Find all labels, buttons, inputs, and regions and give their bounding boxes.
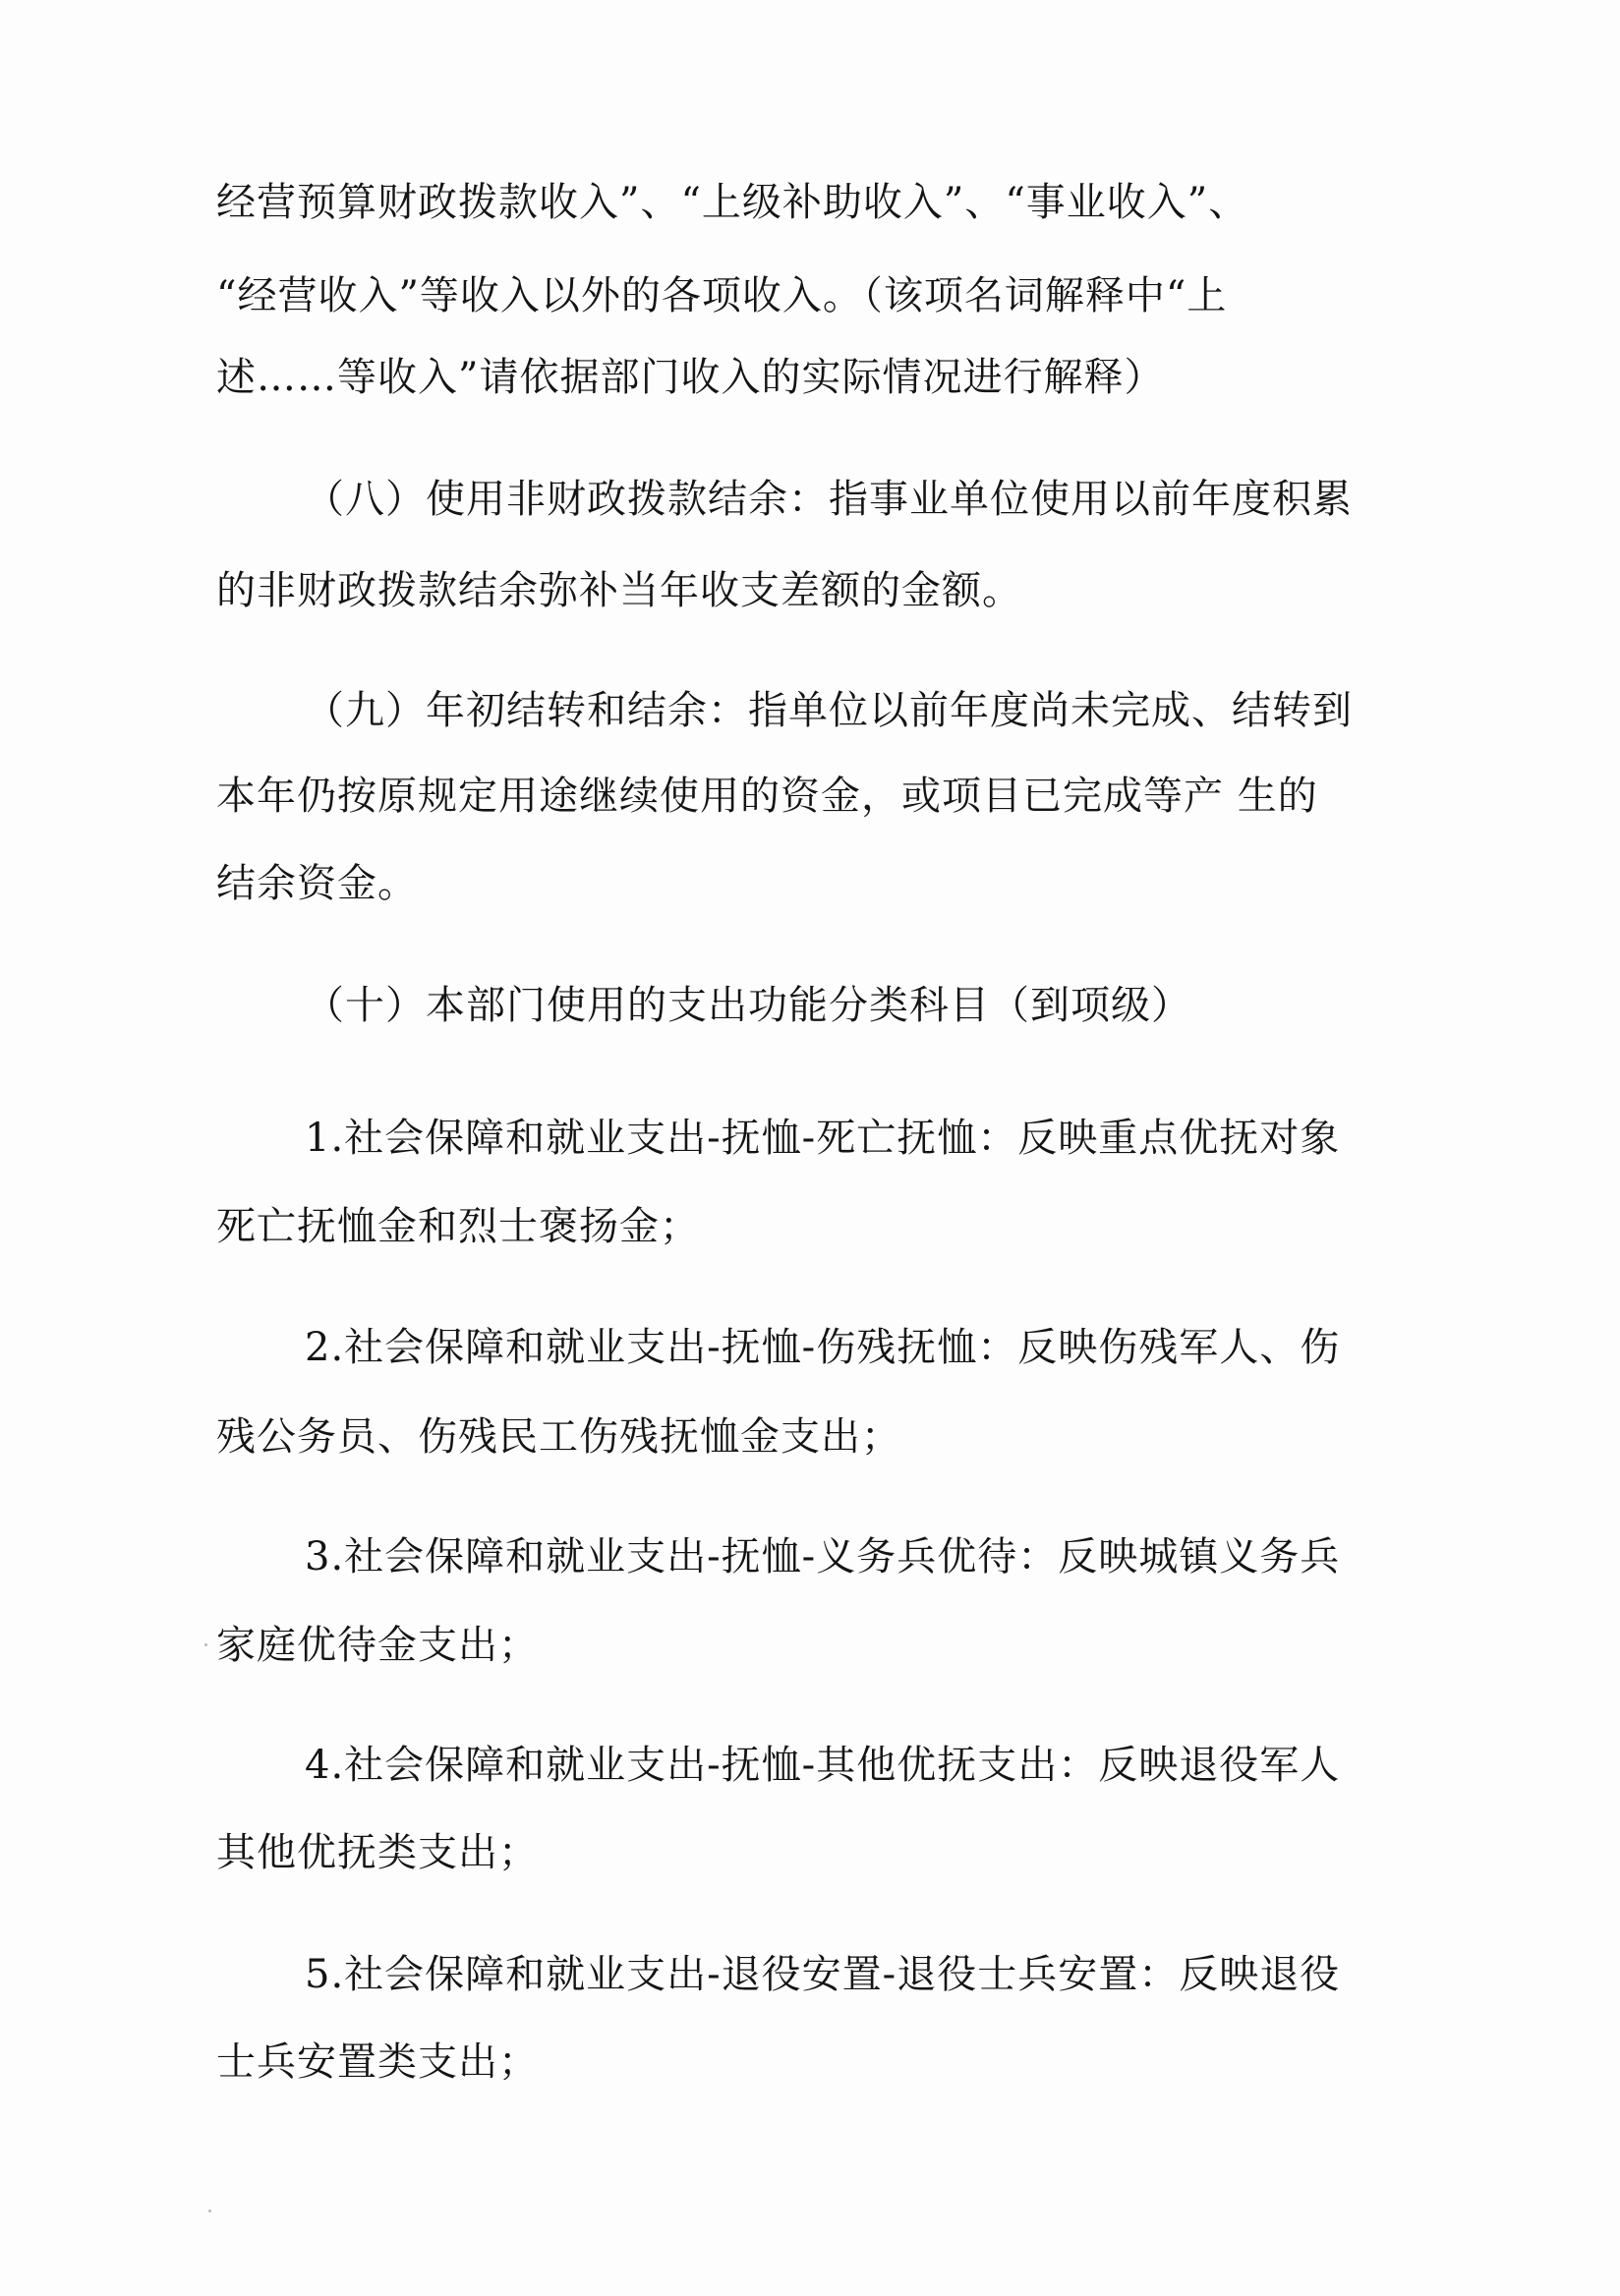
text-line: 家庭优待金支出； bbox=[216, 1623, 539, 1668]
list-item-5: 5.社会保障和就业支出-退役安置-退役士兵安置：反映退役 bbox=[305, 1952, 1341, 1997]
list-item-4: 4.社会保障和就业支出-抚恤-其他优抚支出：反映退役军人 bbox=[305, 1743, 1341, 1788]
text-line: 残公务员、伤残民工伤残抚恤金支出； bbox=[216, 1414, 901, 1460]
text-line: 死亡抚恤金和烈士褒扬金； bbox=[216, 1204, 700, 1249]
text-line: “经营收入”等收入以外的各项收入。（该项名词解释中“上 bbox=[216, 273, 1228, 318]
text-line: 士兵安置类支出； bbox=[216, 2039, 539, 2085]
scan-speck bbox=[208, 2210, 211, 2212]
list-item-1: 1.社会保障和就业支出-抚恤-死亡抚恤：反映重点优抚对象 bbox=[305, 1116, 1341, 1161]
paragraph-heading-9: （九）年初结转和结余：指单位以前年度尚未完成、结转到 bbox=[305, 688, 1353, 733]
list-item-3: 3.社会保障和就业支出-抚恤-义务兵优待：反映城镇义务兵 bbox=[305, 1534, 1341, 1579]
text-line: 的非财政拨款结余弥补当年收支差额的金额。 bbox=[216, 568, 1022, 613]
text-line: 述……等收入”请依据部门收入的实际情况进行解释） bbox=[216, 355, 1165, 400]
text-line: 本年仍按原规定用途继续使用的资金，或项目已完成等产 生的 bbox=[216, 774, 1318, 819]
paragraph-heading-8: （八）使用非财政拨款结余：指事业单位使用以前年度积累 bbox=[305, 477, 1353, 522]
paragraph-heading-10: （十）本部门使用的支出功能分类科目（到项级） bbox=[305, 983, 1191, 1028]
list-item-2: 2.社会保障和就业支出-抚恤-伤残抚恤：反映伤残军人、伤 bbox=[305, 1325, 1341, 1370]
scan-speck bbox=[204, 1643, 207, 1646]
text-line: 结余资金。 bbox=[216, 861, 418, 906]
text-line: 经营预算财政拨款收入”、“上级补助收入”、“事业收入”、 bbox=[216, 180, 1249, 225]
text-line: 其他优抚类支出； bbox=[216, 1830, 539, 1875]
